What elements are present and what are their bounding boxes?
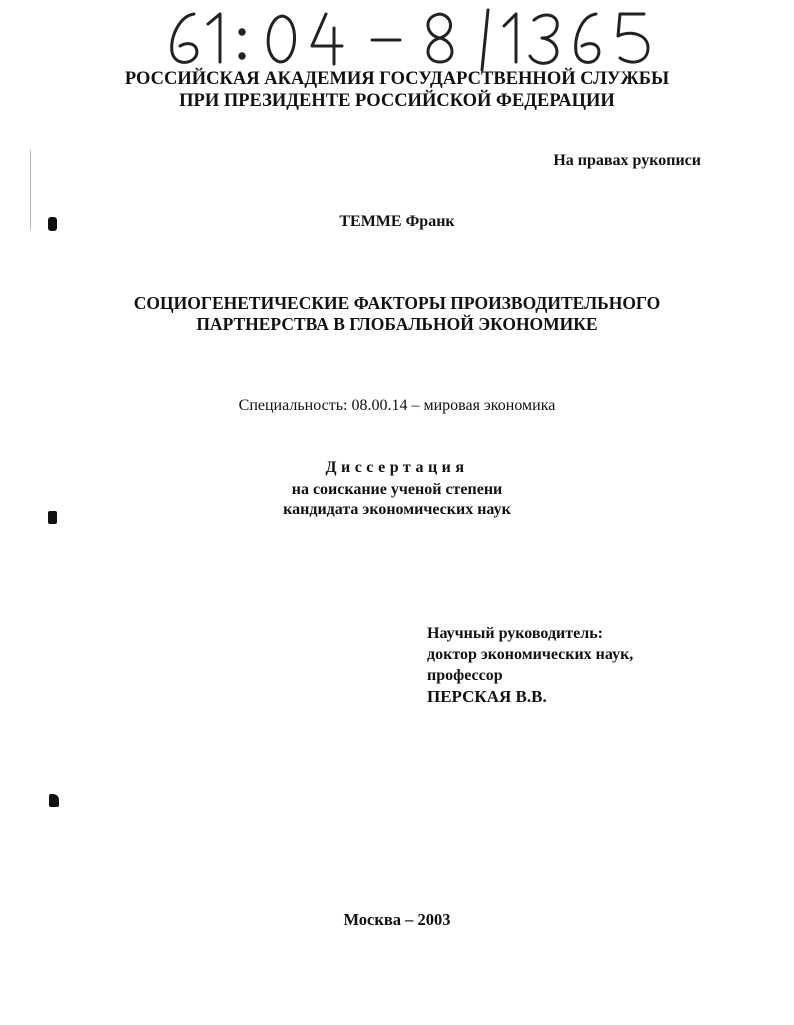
institution-line-1: РОССИЙСКАЯ АКАДЕМИЯ ГОСУДАРСТВЕННОЙ СЛУЖБЫ <box>124 69 670 89</box>
dissertation-title <box>0 293 794 335</box>
manuscript-rights-note: На правах рукописи <box>553 152 701 169</box>
city-year: Москва – 2003 <box>343 910 451 929</box>
supervisor-block <box>427 623 633 707</box>
degree-name-line: кандидата экономических наук <box>283 501 511 518</box>
supervisor-label: Научный руководитель: <box>427 625 603 642</box>
supervisor-degree: доктор экономических наук, <box>427 646 634 663</box>
specialty-line: Специальность: 08.00.14 – мировая экономика <box>238 397 556 414</box>
supervisor-name: ПЕРСКАЯ В.В. <box>427 687 547 706</box>
institution-name <box>0 68 794 112</box>
title-line-1: СОЦИОГЕНЕТИЧЕСКИЕ ФАКТОРЫ ПРОИЗВОДИТЕЛЬНОГО <box>133 293 661 313</box>
handwritten-code-drawing <box>150 2 670 72</box>
dissertation-heading: Диссертация <box>325 459 469 476</box>
author-name: ТЕММЕ Франк <box>339 213 455 230</box>
title-line-2: ПАРТНЕРСТВА В ГЛОБАЛЬНОЙ ЭКОНОМИКЕ <box>196 314 598 334</box>
degree-purpose-line: на соискание ученой степени <box>291 481 503 498</box>
supervisor-rank: профессор <box>427 667 503 684</box>
handwritten-archive-code <box>150 2 670 72</box>
scan-speck <box>49 794 59 807</box>
institution-line-2: ПРИ ПРЕЗИДЕНТЕ РОССИЙСКОЙ ФЕДЕРАЦИИ <box>179 91 615 111</box>
